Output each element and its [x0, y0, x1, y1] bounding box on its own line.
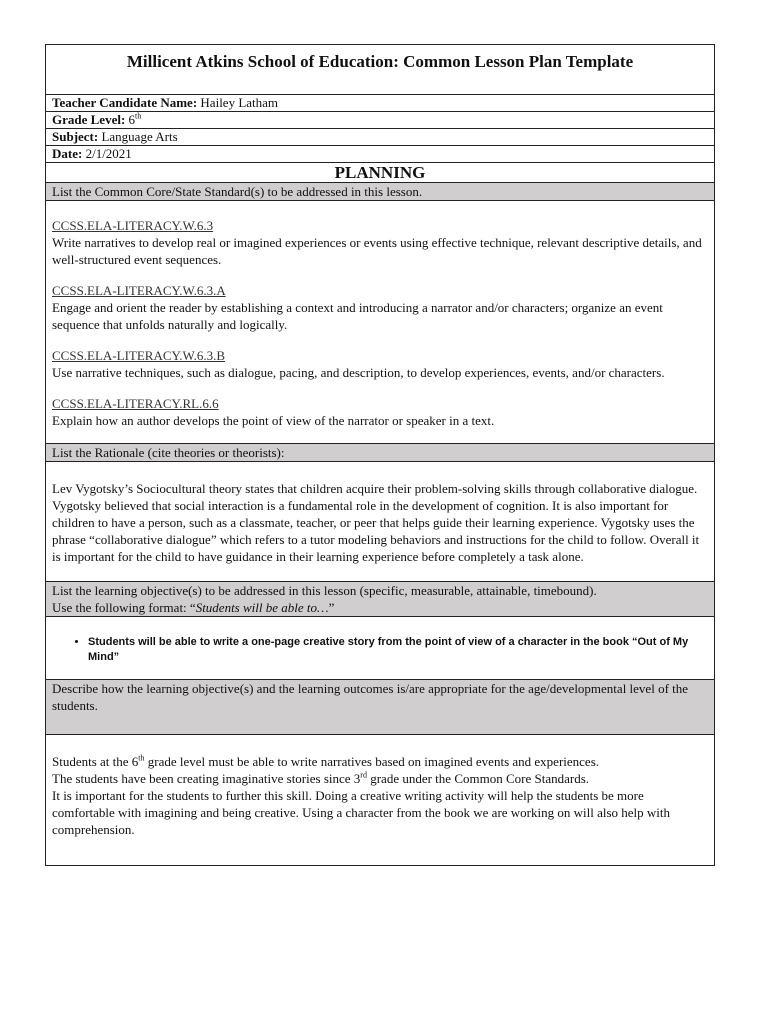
candidate-value: Hailey Latham [200, 95, 279, 110]
objective-item: • Students will be able to write a one-page creative story from the point of view of a character in the book “Out of My Mind” [88, 635, 708, 665]
rationale-prompt: List the Rationale (cite theories or theorists): [46, 444, 715, 462]
appropriateness-line-2 [52, 770, 708, 787]
standard-item [52, 282, 708, 333]
standard-text: Write narratives to develop real or imagined experiences or events using effective technique, relevant descriptive details, and well-structured event sequences. [52, 235, 702, 267]
candidate-label: Teacher Candidate Name: [52, 95, 198, 110]
appropriateness-text [46, 735, 715, 866]
date-row [46, 146, 715, 163]
appropriateness-line-3: It is important for the students to further this skill. Doing a creative writing activity will help the students be more comfortable with imagining and being creative. Using a character from the book we are working on will also help with comprehension. [52, 788, 671, 837]
date-label: Date: [52, 146, 83, 161]
objective-prompt [46, 582, 715, 617]
date-value: 2/1/2021 [85, 146, 132, 161]
standard-text: Explain how an author develops the point of view of the narrator or speaker in a text. [52, 413, 495, 428]
subject-value: Language Arts [101, 129, 178, 144]
objective-format-example: Students will be able to… [195, 600, 329, 615]
describe-prompt: Describe how the learning objective(s) and the learning outcomes is/are appropriate for the age/developmental level of the students. [46, 680, 715, 735]
grade-label: Grade Level: [52, 112, 126, 127]
subject-row [46, 129, 715, 146]
objective-section [46, 617, 715, 680]
objective-prompt-line1: List the learning objective(s) to be addressed in this lesson (specific, measurable, attainable, timebound). [52, 583, 597, 598]
subject-label: Subject: [52, 129, 99, 144]
grade-row [46, 112, 715, 129]
appropriateness-text-1b: grade level must be able to write narratives based on imagined events and experiences. [144, 754, 599, 769]
objective-list [52, 635, 708, 665]
grade-value: 6 [128, 112, 136, 127]
objective-format-prefix: Use the following format: “ [52, 600, 196, 615]
standard-item [52, 395, 708, 429]
objective-format-suffix: ” [328, 600, 335, 615]
appropriateness-text-2a: The students have been creating imaginative stories since 3 [52, 771, 361, 786]
objective-prompt-line2 [52, 599, 708, 616]
grade-suffix: th [135, 111, 142, 121]
standard-item [52, 217, 708, 268]
appropriateness-text-1a: Students at the 6 [52, 754, 139, 769]
appropriateness-line-1 [52, 753, 708, 770]
standard-text: Use narrative techniques, such as dialogue, pacing, and description, to develop experiences, events, and/or characters. [52, 365, 665, 380]
standard-code-link[interactable]: CCSS.ELA-LITERACY.RL.6.6 [52, 396, 219, 411]
ordinal-suffix: rd [360, 770, 367, 780]
lesson-plan-table [45, 44, 715, 866]
lesson-plan-page [45, 44, 715, 866]
planning-heading: PLANNING [46, 163, 715, 183]
candidate-row [46, 95, 715, 112]
appropriateness-text-2b: grade under the Common Core Standards. [366, 771, 590, 786]
ordinal-suffix: th [138, 753, 145, 763]
standard-item [52, 347, 708, 381]
rationale-text: Lev Vygotsky’s Sociocultural theory states that children acquire their problem-solving skills through collaborative dialogue. Vygotsky believed that social interaction is a fundamental role in the development of cognition. It is also important for children to have a person, such as a classmate, teacher, or peer that helps guide their learning experience. Vygotsky uses the phrase “collaborative dialogue” which refers to a tutor modeling behaviors and instructions for the child to follow. Overall it is important for the child to have guidance in their learning experience before completely a task alone. [46, 462, 715, 582]
standard-code-link[interactable]: CCSS.ELA-LITERACY.W.6.3 [52, 218, 214, 233]
standards-section [46, 201, 715, 444]
standard-code-link[interactable]: CCSS.ELA-LITERACY.W.6.3.B [52, 348, 225, 363]
standard-text: Engage and orient the reader by establishing a context and introducing a narrator and/or characters; organize an event sequence that unfolds naturally and logically. [52, 300, 663, 332]
standards-prompt: List the Common Core/State Standard(s) to be addressed in this lesson. [46, 183, 715, 201]
standard-code-link[interactable]: CCSS.ELA-LITERACY.W.6.3.A [52, 283, 226, 298]
document-title: Millicent Atkins School of Education: Common Lesson Plan Template [46, 45, 715, 95]
